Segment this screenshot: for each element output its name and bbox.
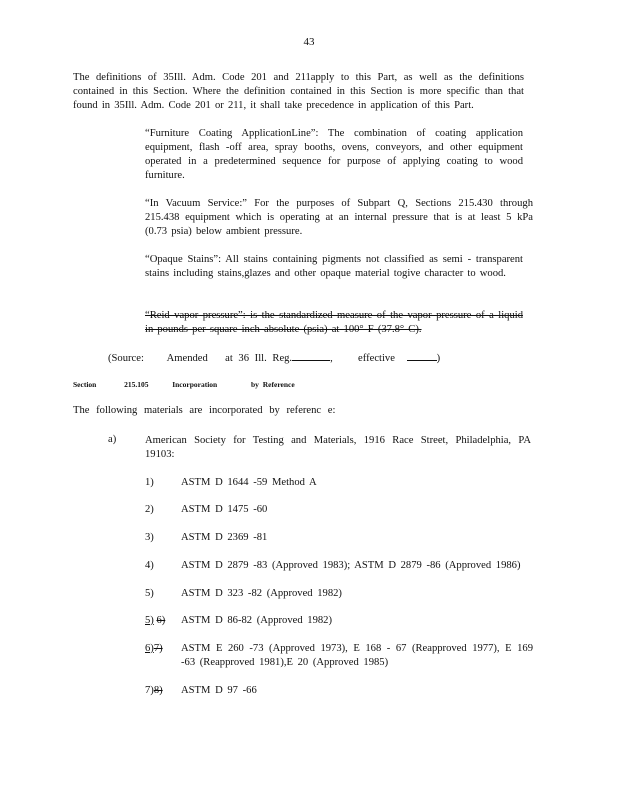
source-effective: effective: [358, 353, 395, 364]
item-number: 2): [145, 504, 154, 515]
item-number-new: 5): [145, 615, 154, 626]
item-text: ASTM D 97 -66: [181, 685, 257, 696]
page-number: 43: [303, 36, 315, 48]
item-number: [145, 614, 165, 628]
item-number: [145, 684, 163, 698]
source-close: ): [436, 353, 441, 364]
item-number: 4): [145, 560, 154, 571]
item-number-new: 7): [145, 685, 154, 696]
item-text: ASTM D 1475 -60: [181, 504, 268, 515]
effective-blank: [407, 350, 437, 361]
register-blank: [292, 350, 330, 361]
section-title-part1: Incorporation: [172, 380, 218, 389]
item-number: 5): [145, 588, 154, 599]
item-number-old: 8): [153, 685, 163, 696]
item-number: [145, 642, 163, 656]
intro-paragraph: The definitions of 35Ill. Adm. Code 201 and 211apply to this Part, as well as the definitions contained in this Section. Where the definition contained in this Section is more specific than that found in 35Ill. Adm. Code 201 or 211, it shall take precedence in application of this Part.: [73, 72, 524, 111]
source-note: (Source: Amended at 36 Ill. Reg. , effective ): [108, 350, 440, 364]
subsection-a-label: a): [108, 434, 117, 445]
item-text: ASTM E 260 -73 (Approved 1973), E 168 - 67 (Reapproved 1977), E 169 -63 (Reapproved 1981),E 20 (Approved 1985): [181, 643, 533, 668]
item-text: ASTM D 2369 -81: [181, 532, 268, 543]
item-text: ASTM D 1644 -59 Method A: [181, 477, 317, 488]
subsection-a-text: American Society for Testing and Materials, 1916 Race Street, Philadelphia, PA 19103:: [145, 435, 531, 460]
item-number: 1): [145, 477, 154, 488]
definition-furniture-coating: “Furniture Coating ApplicationLine”: The combination of coating application equipment, flash -off area, spray booths, ovens, conveyors, and other equipment operated in a predetermined sequence for purpose of applying coating to wood furniture.: [145, 128, 523, 181]
item-number-old: 7): [153, 643, 163, 654]
item-text: ASTM D 86-82 (Approved 1982): [181, 615, 333, 626]
definition-in-vacuum-service: “In Vacuum Service:” For the purposes of Subpart Q, Sections 215.430 through 215.438 equipment which is operating at an internal pressure that is at least 5 kPa (0.73 psia) below ambient pressure.: [145, 198, 533, 237]
source-register: at 36 Ill. Reg.: [225, 353, 293, 364]
item-number-old: 6): [156, 615, 166, 626]
item-number-new: 6): [145, 643, 154, 654]
following-materials-text: The following materials are incorporated by referenc e:: [73, 405, 336, 416]
source-open: (Source:: [108, 353, 144, 364]
item-text: ASTM D 2879 -83 (Approved 1983); ASTM D 2879 -86 (Approved 1986): [181, 560, 521, 571]
item-text: ASTM D 323 -82 (Approved 1982): [181, 588, 342, 599]
definition-reid-vapor-pressure-deleted: “Reid vapor pressure”: is the standardized measure of the vapor pressure of a liquid in pounds per square inch absolute (psia) at 100° F (37.8° C).: [145, 310, 523, 335]
definition-opaque-stains: “Opaque Stains”: All stains containing pigments not classified as semi - transparent stains including stains,glazes and other opaque material togive character to wood.: [145, 254, 523, 279]
source-amended: Amended: [166, 353, 208, 364]
section-label: Section: [73, 380, 97, 389]
section-number: 215.105: [124, 380, 149, 389]
item-number: 3): [145, 532, 154, 543]
section-title-part2: by Reference: [250, 380, 295, 389]
section-heading: [73, 380, 295, 389]
